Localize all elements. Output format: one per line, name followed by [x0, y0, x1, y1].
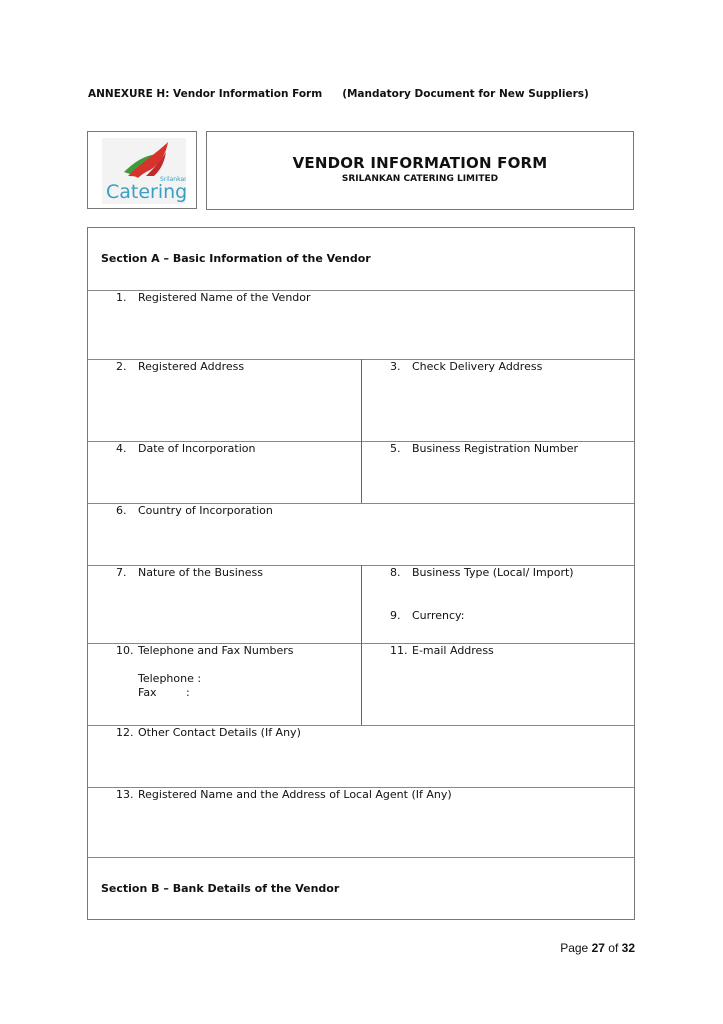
logo-swoosh-icon: [102, 138, 186, 204]
page-current: 27: [591, 941, 605, 955]
field-email-address[interactable]: [390, 644, 494, 657]
field-business-registration-number[interactable]: [390, 442, 578, 455]
field-country-of-incorporation[interactable]: [116, 504, 273, 517]
field-label: Registered Name and the Address of Local Agent (If Any): [138, 788, 452, 801]
field-label: Date of Incorporation: [138, 442, 256, 455]
page-word: Page: [560, 941, 589, 955]
field-label: Country of Incorporation: [138, 504, 273, 517]
field-number: 12.: [116, 726, 134, 739]
section-b-title: Section B – Bank Details of the Vendor: [101, 882, 340, 895]
field-label: Check Delivery Address: [412, 360, 543, 373]
field-number: 6.: [116, 504, 127, 517]
field-label: Nature of the Business: [138, 566, 263, 579]
field-number: 10.: [116, 644, 134, 657]
field-label: Business Registration Number: [412, 442, 579, 455]
field-business-type[interactable]: [390, 566, 574, 579]
field-number: 3.: [390, 360, 401, 373]
field-label: E-mail Address: [412, 644, 494, 657]
field-number: 4.: [116, 442, 127, 455]
field-telephone-fax[interactable]: [116, 644, 294, 657]
field-number: 5.: [390, 442, 401, 455]
page-total: 32: [621, 941, 635, 955]
field-check-delivery-address[interactable]: [390, 360, 542, 373]
field-label: Registered Address: [138, 360, 245, 373]
field-number: 1.: [116, 291, 127, 304]
field-date-of-incorporation[interactable]: [116, 442, 255, 455]
logo-main-text: Catering: [106, 181, 186, 203]
field-label: Other Contact Details (If Any): [138, 726, 301, 739]
field-registered-address[interactable]: [116, 360, 244, 373]
company-name: SRILANKAN CATERING LIMITED: [341, 174, 499, 184]
of-word: of: [608, 941, 619, 955]
column-divider: [361, 359, 362, 503]
field-number: 13.: [116, 788, 134, 801]
field-label: Currency:: [412, 609, 465, 622]
column-divider: [361, 565, 362, 725]
field-registered-name[interactable]: [116, 291, 311, 304]
page-number: [560, 941, 635, 955]
field-local-agent[interactable]: [116, 788, 452, 801]
annexure-heading: [88, 88, 589, 100]
logo-small-text: Srilankan: [160, 176, 186, 183]
fax-colon: :: [186, 686, 190, 699]
field-currency[interactable]: [390, 609, 464, 622]
field-number: 7.: [116, 566, 127, 579]
field-nature-of-business[interactable]: [116, 566, 263, 579]
telephone-label: Telephone :: [138, 672, 202, 685]
row-divider: [88, 857, 634, 858]
field-other-contact-details[interactable]: [116, 726, 301, 739]
company-logo: [102, 138, 186, 204]
field-label: Telephone and Fax Numbers: [138, 644, 294, 657]
field-number: 11.: [390, 644, 408, 657]
logo-box: [87, 131, 197, 209]
field-number: 9.: [390, 609, 401, 622]
annexure-note: (Mandatory Document for New Suppliers): [342, 88, 589, 100]
section-a-title: Section A – Basic Information of the Vendor: [101, 252, 371, 265]
form-title: VENDOR INFORMATION FORM: [292, 154, 548, 172]
field-number: 2.: [116, 360, 127, 373]
fax-label: Fax: [138, 686, 157, 699]
field-label: Registered Name of the Vendor: [138, 291, 311, 304]
title-box: [206, 131, 634, 210]
annexure-title: ANNEXURE H: Vendor Information Form: [88, 88, 323, 100]
field-label: Business Type (Local/ Import): [412, 566, 574, 579]
field-number: 8.: [390, 566, 401, 579]
vendor-form-table: [87, 227, 635, 920]
